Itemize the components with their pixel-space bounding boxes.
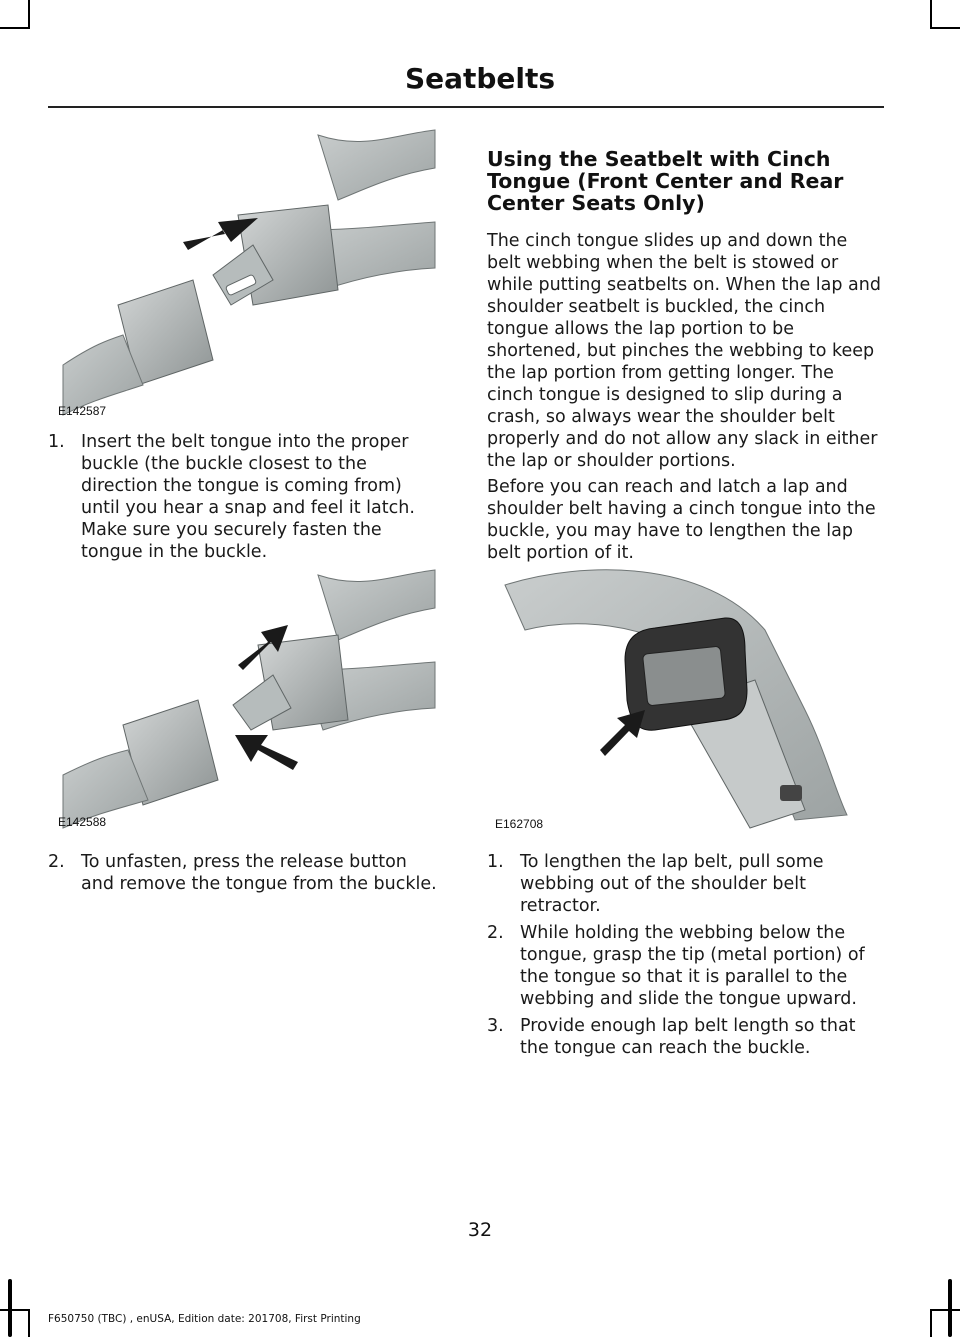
crop-mark	[930, 0, 932, 29]
step-number: 2.	[48, 852, 65, 872]
crop-mark	[0, 27, 30, 29]
crop-mark	[0, 1309, 30, 1311]
section-heading: Using the Seatbelt with Cinch Tongue (Front Center and Rear Center Seats Only)	[487, 147, 844, 215]
side-bar	[948, 1279, 952, 1337]
step-text: While holding the webbing below the tongue, grasp the tip (metal portion) of the tongue so that it is parallel to the webbing and slide the tongue upward.	[520, 923, 865, 1009]
figure-code: E142587	[58, 404, 107, 418]
footer-text: F650750 (TBC) , enUSA, Edition date: 201708, First Printing	[48, 1313, 361, 1325]
figure-fasten-buckle	[58, 570, 435, 829]
step-number: 2.	[487, 923, 504, 943]
paragraph: The cinch tongue slides up and down the belt webbing when the belt is stowed or while putting seatbelts on. When the lap and shoulder seatbelt is buckled, the cinch tongue allows the lap portion to be shortened, but pinches the webbing to keep the lap portion from getting longer. The cinch tongue is designed to slip during a crash, so always wear the shoulder belt properly and do not allow any slack in either the lap or shoulder portions.	[487, 231, 881, 471]
page-title: Seatbelts	[404, 62, 556, 95]
list-item	[487, 922, 882, 1010]
side-bar	[8, 1279, 12, 1337]
step-number: 1.	[487, 852, 504, 872]
step-text: Insert the belt tongue into the proper buckle (the buckle closest to the direction the tongue is coming from) until you hear a snap and feel it latch. Make sure you securely fasten the tongue in the buckle.	[81, 432, 415, 562]
list-item	[48, 431, 440, 563]
step-text: Provide enough lap belt length so that the tongue can reach the buckle.	[520, 1016, 856, 1058]
step-text: To lengthen the lap belt, pull some webbing out of the shoulder belt retractor.	[520, 852, 824, 916]
page-number: 32	[467, 1219, 493, 1241]
figure-code: E162708	[495, 817, 544, 831]
crop-mark	[28, 0, 30, 29]
crop-mark	[930, 1309, 960, 1311]
figure-code: E142588	[58, 815, 107, 829]
step-number: 3.	[487, 1016, 504, 1036]
step-number: 1.	[48, 432, 65, 452]
step-text: To unfasten, press the release button and remove the tongue from the buckle.	[81, 852, 437, 894]
crop-mark	[28, 1309, 30, 1337]
figure-insert-tongue	[58, 130, 435, 420]
list-item	[487, 1015, 882, 1059]
header-divider	[48, 106, 884, 108]
list-item	[487, 851, 882, 917]
crop-mark	[930, 27, 960, 29]
crop-mark	[930, 1309, 932, 1337]
paragraph: Before you can reach and latch a lap and shoulder belt having a cinch tongue into the buckle, you may have to lengthen the lap belt portion of it.	[487, 477, 876, 563]
list-item	[48, 851, 440, 895]
figure-cinch-tongue	[495, 570, 847, 831]
